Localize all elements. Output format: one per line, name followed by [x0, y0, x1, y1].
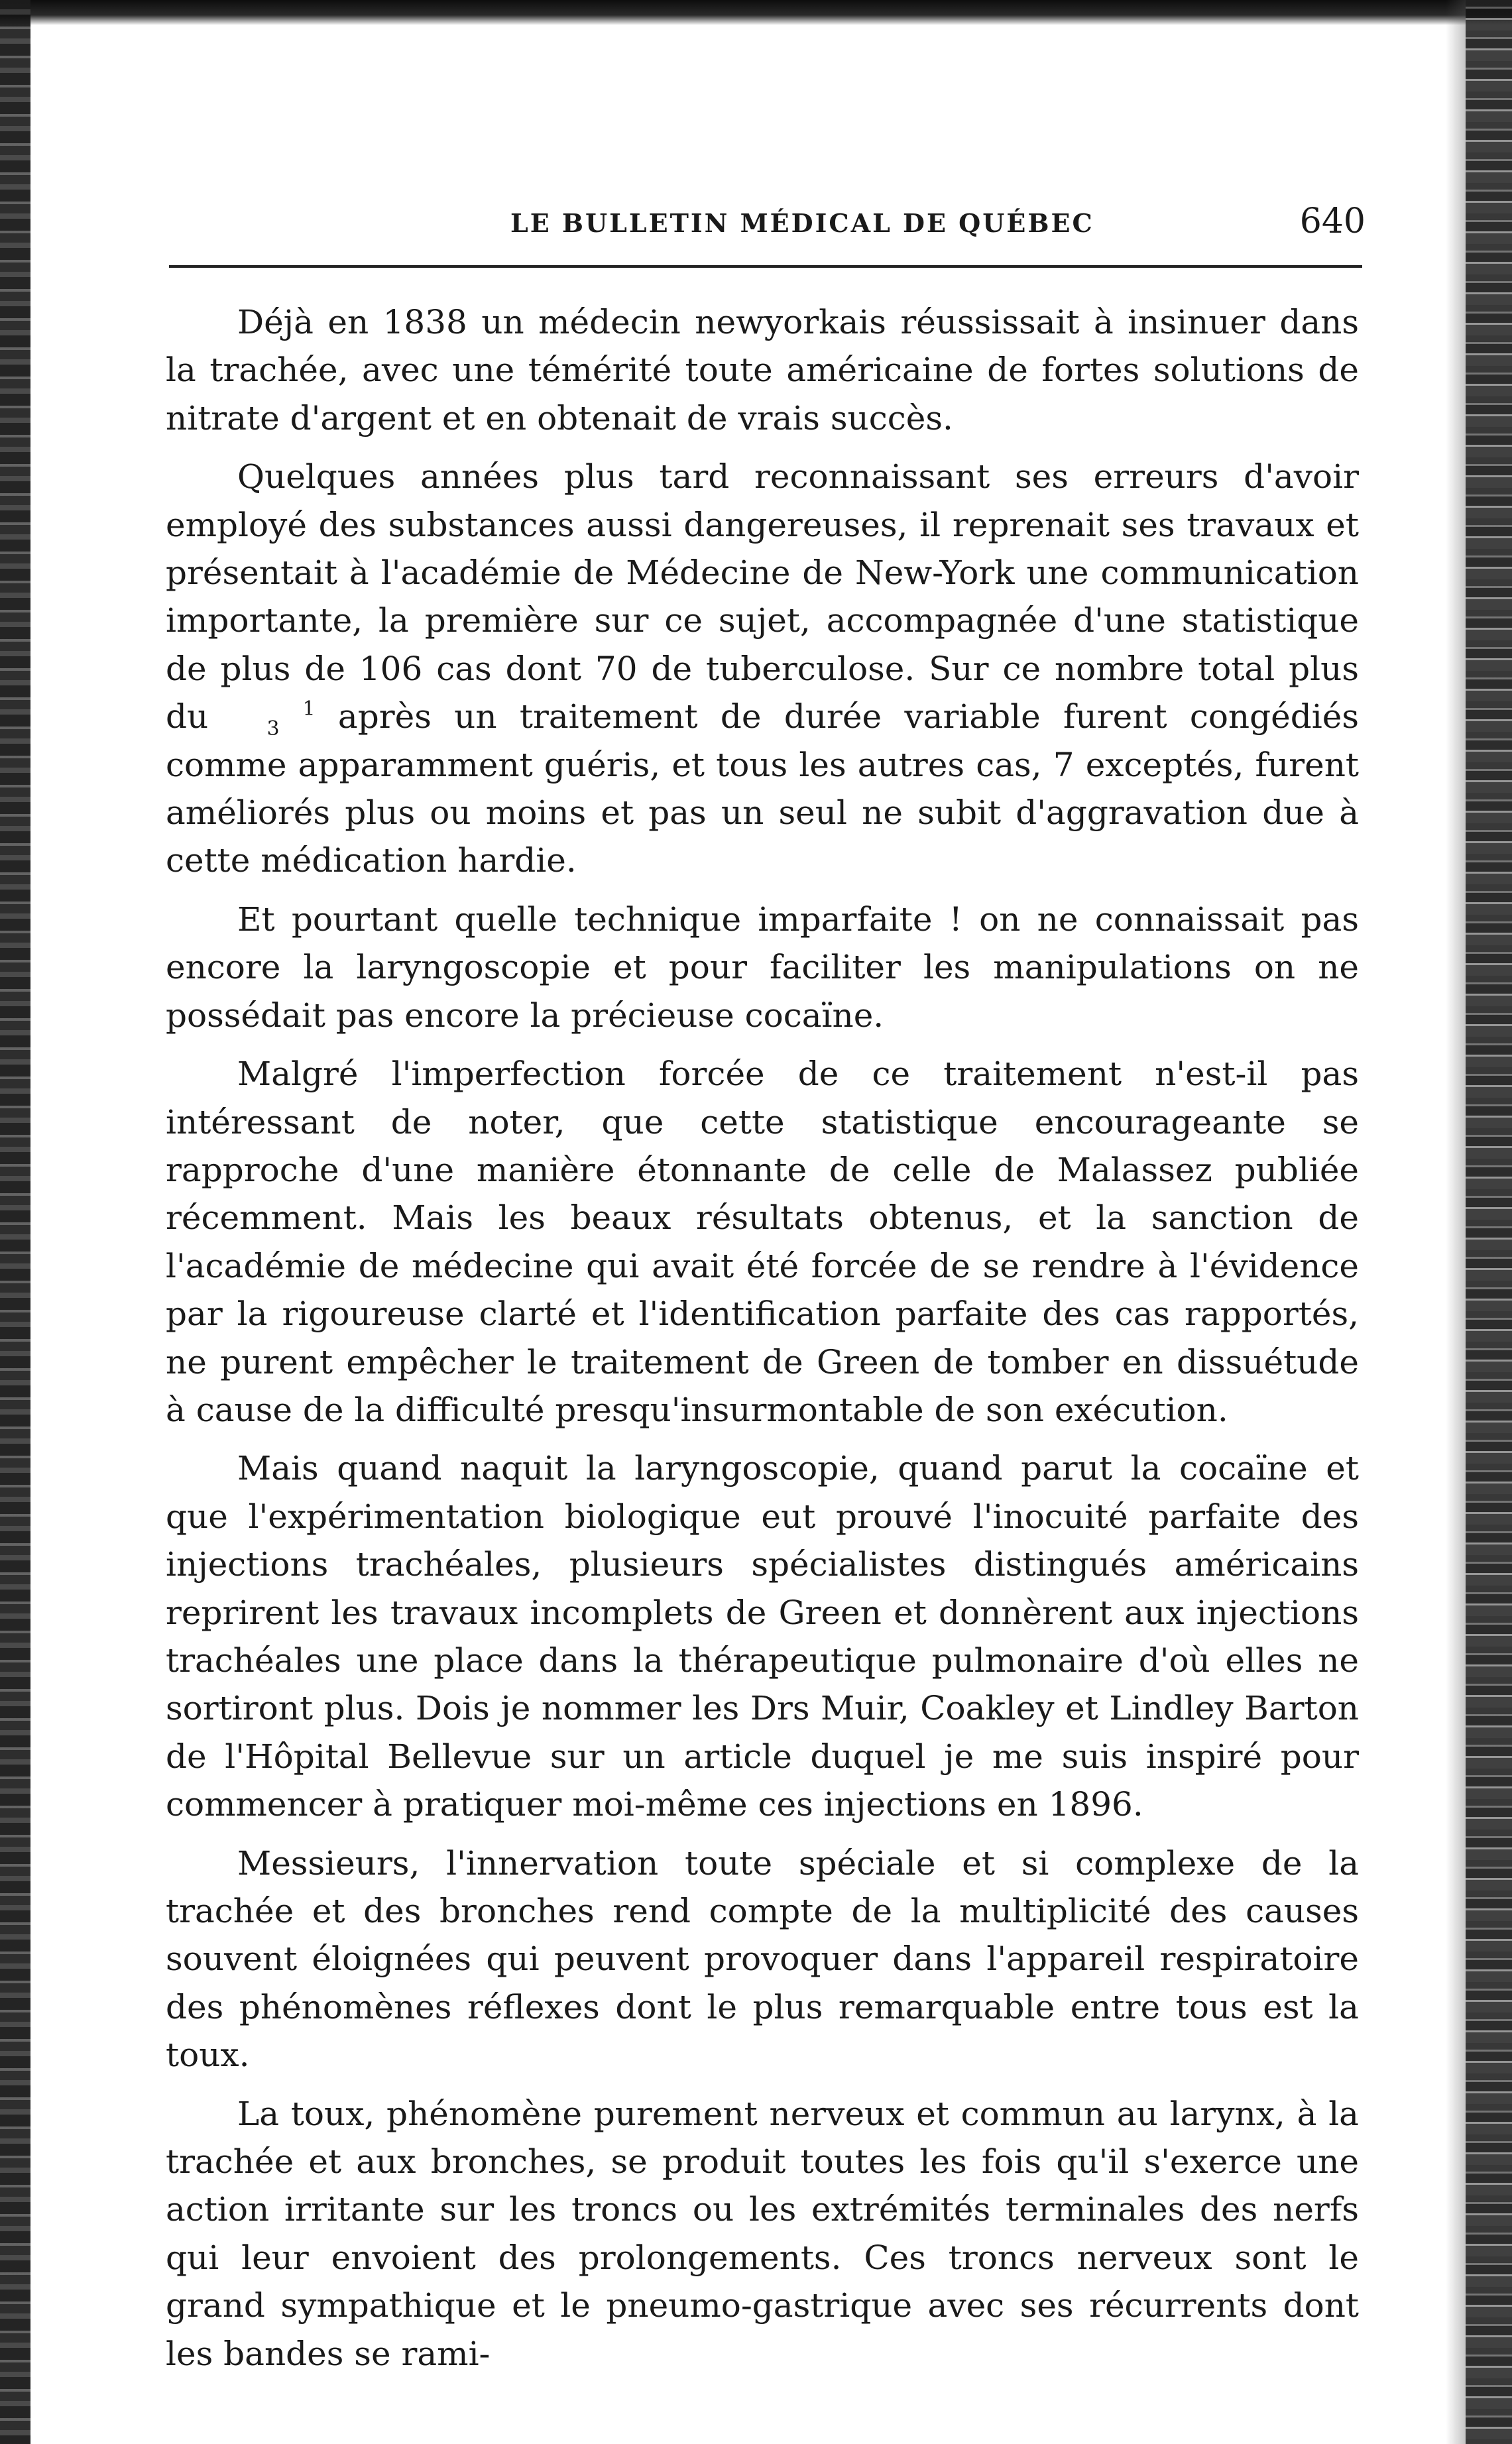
scan-top-edge: [0, 0, 1512, 25]
paragraph-7: La toux, phénomène purement nerveux et commun au larynx, à la trachée et aux bronches, se produit toutes les fois qu'il s'exerce une action irritante sur les troncs ou les extrémités terminales des nerfs qui leur envoient des prolongements. Ces troncs nerveux sont le grand sympathique et le pneumo-gastrique avec ses récurrents dont les bandes se rami-: [166, 2094, 1359, 2373]
header-rule: [169, 265, 1362, 268]
scan-right-shadow: [1446, 0, 1466, 2444]
fraction-one-third: [231, 699, 316, 739]
paragraph-2-part-a: Quelques années plus tard reconnaissant ses erreurs d'avoir employé des substances aussi dangereuses, il reprenait ses travaux et présentait à l'académie de Médecine de New-York une communication importante, la première sur ce sujet, accompagnée d'une statistique de plus de 106 cas dont 70 de tuberculose. Sur ce nombre total plus du: [166, 457, 1359, 736]
paragraph-1: Déjà en 1838 un médecin newyorkais réussissait à insinuer dans la trachée, avec une témérité toute américaine de fortes solutions de nitrate d'argent et en obtenait de vrais succès.: [166, 303, 1359, 437]
fraction-denominator: 3: [266, 717, 280, 741]
paragraph-4: Malgré l'imperfection forcée de ce traitement n'est-il pas intéressant de noter, que cette statistique encourageante se rapproche d'une manière étonnante de celle de Malassez publiée récemment. Mais les beaux résultats obtenus, et la sanction de l'académie de médecine qui avait été forcée de se rendre à l'évidence par la rigoureuse clarté et l'identification parfaite des cas rapportés, ne purent empêcher le traitement de Green de tomber en dissuétude à cause de la difficulté presqu'insurmontable de son exécution.: [166, 1055, 1359, 1429]
page-header: [166, 196, 1366, 249]
scan-left-edge: [0, 0, 30, 2444]
scan-right-edge: [1466, 0, 1512, 2444]
paragraph-2-part-b: après un traitement de durée variable furent congédiés comme apparamment guéris, et tous les autres cas, 7 exceptés, furent améliorés plus ou moins et pas un seul ne subit d'aggravation due à cette médication hardie.: [166, 697, 1359, 880]
paragraph-2: [166, 453, 1359, 885]
paragraph-3: Et pourtant quelle technique imparfaite ! on ne connaissait pas encore la laryngoscopie et pour faciliter les manipulations on ne possédait pas encore la précieuse cocaïne.: [166, 900, 1359, 1035]
fraction-numerator: 1: [302, 697, 316, 721]
body-text: [166, 298, 1359, 2388]
paragraph-6: Messieurs, l'innervation toute spéciale et si complexe de la trachée et des bronches rend compte de la multiplicité des causes souvent éloignées qui peuvent provoquer dans l'appareil respiratoire des phénomènes réflexes dont le plus remarquable entre tous est la toux.: [166, 1843, 1359, 2075]
page-number: 640: [1299, 202, 1366, 241]
running-title: LE BULLETIN MÉDICAL DE QUÉBEC: [510, 208, 1094, 238]
paragraph-5: Mais quand naquit la laryngoscopie, quand parut la cocaïne et que l'expérimentation biologique eut prouvé l'inocuité parfaite des injections trachéales, plusieurs spécialistes distingués américains reprirent les travaux incomplets de Green et donnèrent aux injections trachéales une place dans la thérapeutique pulmonaire d'où elles ne sortiront plus. Dois je nommer les Drs Muir, Coakley et Lindley Barton de l'Hôpital Bellevue sur un article duquel je me suis inspiré pour commencer à pratiquer moi-même ces injections en 1896.: [166, 1449, 1359, 1824]
